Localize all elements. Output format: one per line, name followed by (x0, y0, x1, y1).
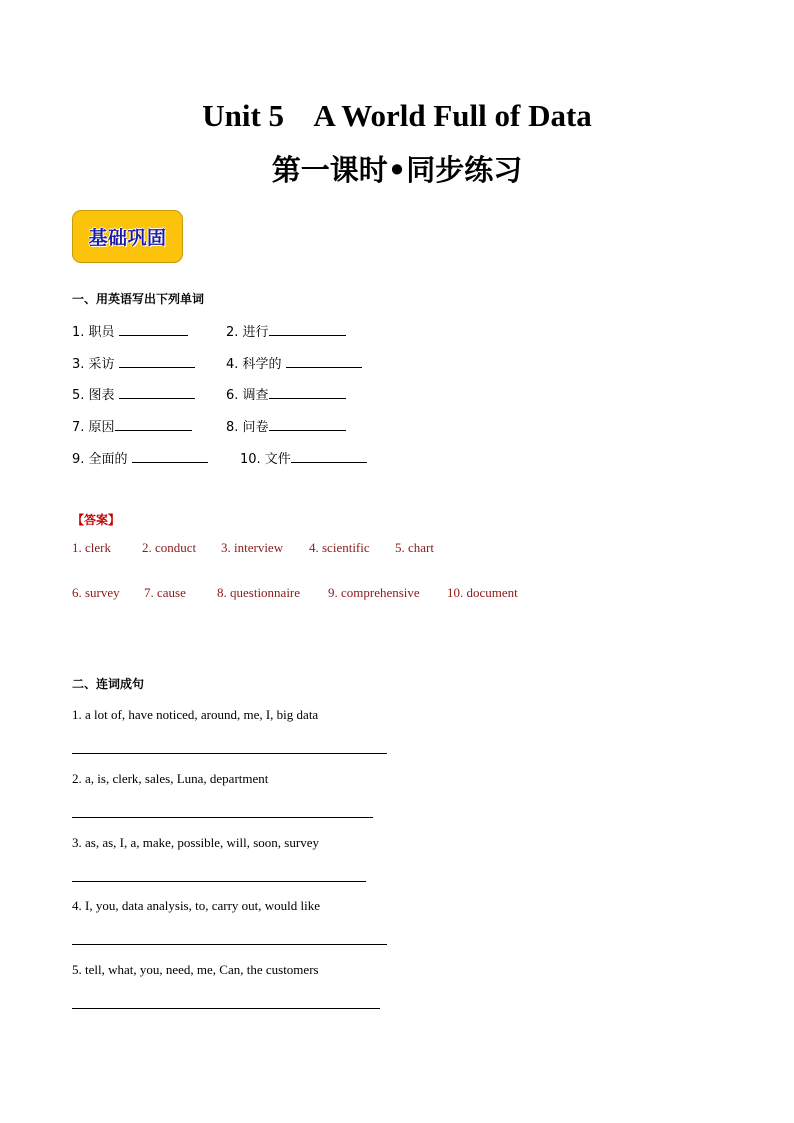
answer-item: 4. scientific (309, 540, 370, 555)
sentence-question: 2. a, is, clerk, sales, Luna, department (72, 771, 269, 786)
answer-label: 【答案】 (72, 513, 121, 527)
vocab-item (72, 355, 195, 373)
answer-line[interactable] (72, 1008, 380, 1009)
answer-blank[interactable] (119, 355, 195, 368)
badge-label: 基础巩固 (88, 227, 167, 249)
page-title: Unit 5 A World Full of Data (202, 98, 592, 133)
section-badge (72, 210, 183, 263)
answer-blank[interactable] (269, 323, 346, 336)
section-heading-vocabulary: 一、用英语写出下列单词 (72, 292, 205, 306)
answer-line[interactable] (72, 753, 387, 754)
vocab-item (72, 450, 208, 468)
vocab-item (240, 450, 367, 468)
answer-item: 7. cause (144, 585, 186, 600)
vocab-label: 2. 进行 (226, 325, 269, 340)
answer-item: 2. conduct (142, 540, 197, 555)
answer-item: 6. survey (72, 585, 120, 600)
vocab-label: 1. 职员 (72, 325, 119, 340)
answer-line[interactable] (72, 817, 373, 818)
vocab-item (226, 355, 362, 373)
vocab-label: 3. 采访 (72, 357, 119, 372)
answer-line[interactable] (72, 881, 366, 882)
answer-item: 5. chart (395, 540, 434, 555)
vocab-label: 8. 问卷 (226, 420, 269, 435)
vocab-item (226, 418, 346, 436)
vocab-item (72, 323, 188, 341)
sentence-question: 1. a lot of, have noticed, around, me, I, big data (72, 707, 319, 722)
vocab-label: 5. 图表 (72, 388, 119, 403)
answer-blank[interactable] (291, 450, 367, 463)
vocab-label: 7. 原因 (72, 420, 115, 435)
section-heading-sentences: 二、连词成句 (72, 677, 145, 691)
vocab-label: 10. 文件 (240, 452, 291, 467)
sentence-question: 4. I, you, data analysis, to, carry out, would like (72, 898, 321, 913)
answer-item: 10. document (447, 585, 518, 600)
answer-item: 9. comprehensive (328, 585, 420, 600)
answer-blank[interactable] (132, 450, 208, 463)
answer-blank[interactable] (286, 355, 362, 368)
answer-blank[interactable] (269, 418, 346, 431)
vocab-label: 9. 全面的 (72, 452, 132, 467)
vocab-item (226, 386, 346, 404)
answer-item: 3. interview (221, 540, 284, 555)
vocab-label: 4. 科学的 (226, 357, 286, 372)
answer-blank[interactable] (115, 418, 192, 431)
vocab-label: 6. 调查 (226, 388, 269, 403)
answer-blank[interactable] (269, 386, 346, 399)
page-subtitle: 第一课时•同步练习 (271, 153, 523, 187)
answer-blank[interactable] (119, 386, 195, 399)
answer-item: 1. clerk (72, 540, 111, 555)
sentence-question: 3. as, as, I, a, make, possible, will, soon, survey (72, 835, 319, 850)
answer-line[interactable] (72, 944, 387, 945)
answer-blank[interactable] (119, 323, 188, 336)
vocab-item (226, 323, 346, 341)
answer-item: 8. questionnaire (217, 585, 301, 600)
vocab-item (72, 418, 192, 436)
vocab-item (72, 386, 195, 404)
sentence-question: 5. tell, what, you, need, me, Can, the customers (72, 962, 319, 977)
